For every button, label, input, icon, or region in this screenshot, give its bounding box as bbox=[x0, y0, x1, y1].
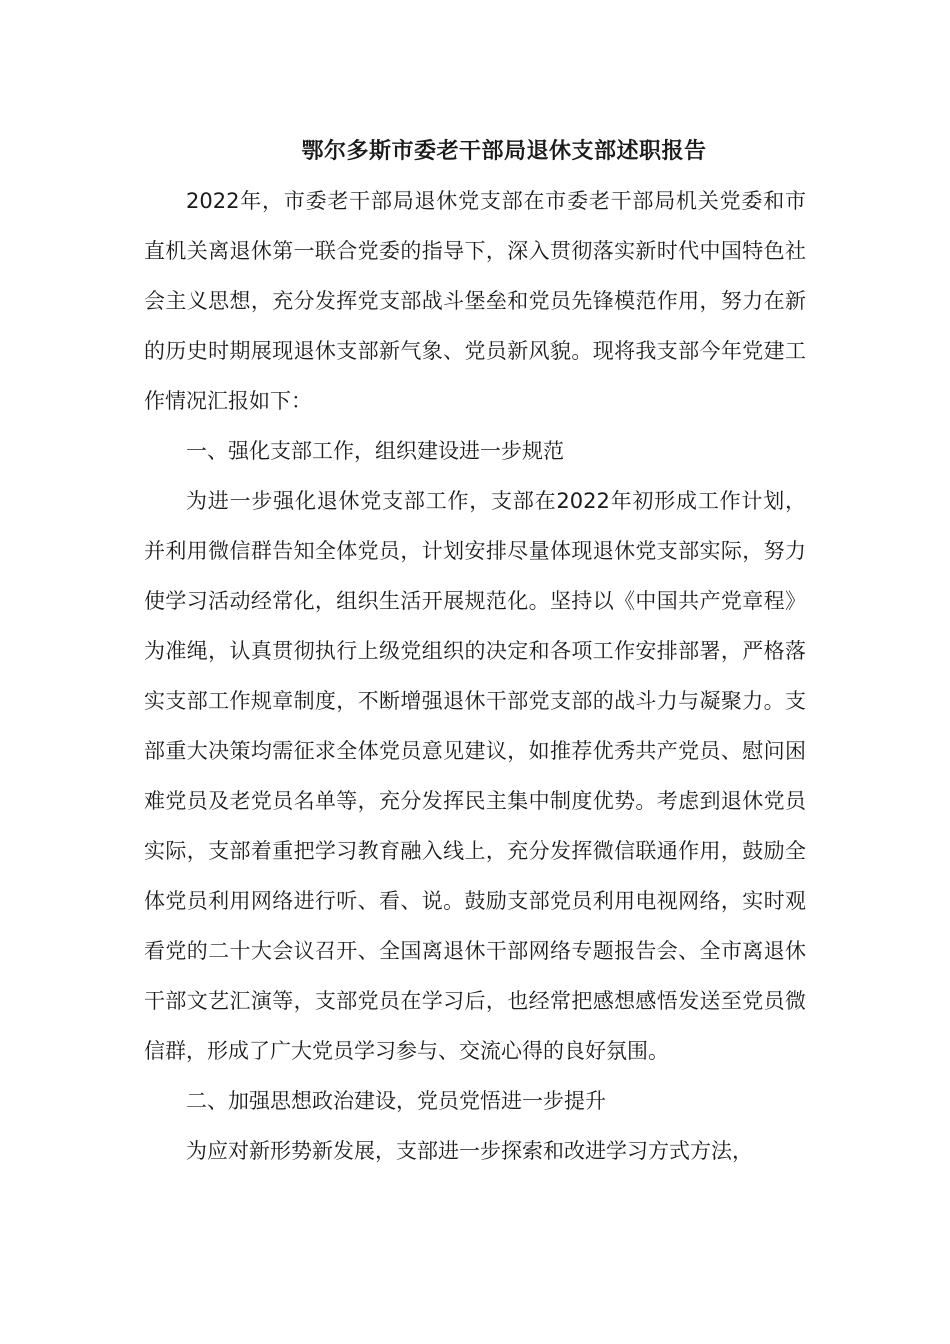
document-body bbox=[144, 130, 806, 1176]
section-2-paragraph: 为应对新形势新发展，支部进一步探索和改进学习方式方法， bbox=[186, 1139, 753, 1163]
intro-paragraph: 2022年，市委老干部局退休党支部在市委老干部局机关党委和市直机关离退休第一联合党委的指导下，深入贯彻落实新时代中国特色社会主义思想，充分发挥党支部战斗堡垒和党员先锋模范作用，努力在新的历史时期展现退休支部新气象、党员新风貌。现将我支部今年党建工作情况汇报如下： bbox=[144, 189, 806, 413]
section-heading-2: 二、加强思想政治建设，党员党悟进一步提升 bbox=[186, 1089, 606, 1113]
document-title: 鄂尔多斯市委老干部局退休支部述职报告 bbox=[301, 139, 707, 164]
section-heading-1: 一、强化支部工作，组织建设进一步规范 bbox=[186, 439, 564, 463]
section-1-paragraph: 为进一步强化退休党支部工作，支部在2022年初形成工作计划，并利用微信群告知全体党员，计划安排尽量体现退休党支部实际，努力使学习活动经常化，组织生活开展规范化。坚持以《中国共产党章程》为准绳，认真贯彻执行上级党组织的决定和各项工作安排部署，严格落实支部工作规章制度，不断增强退休干部党支部的战斗力与凝聚力。支部重大决策均需征求全体党员意见建议，如推荐优秀共产党员、慰问困难党员及老党员名单等，充分发挥民主集中制度优势。考虑到退休党员实际，支部着重把学习教育融入线上，充分发挥微信联通作用，鼓励全体党员利用网络进行听、看、说。鼓励支部党员利用电视网络，实时观看党的二十大会议召开、全国离退休干部网络专题报告会、全市离退休干部文艺汇演等，支部党员在学习后，也经常把感想感悟发送至党员微信群，形成了广大党员学习参与、交流心得的良好氛围。 bbox=[144, 489, 806, 1063]
